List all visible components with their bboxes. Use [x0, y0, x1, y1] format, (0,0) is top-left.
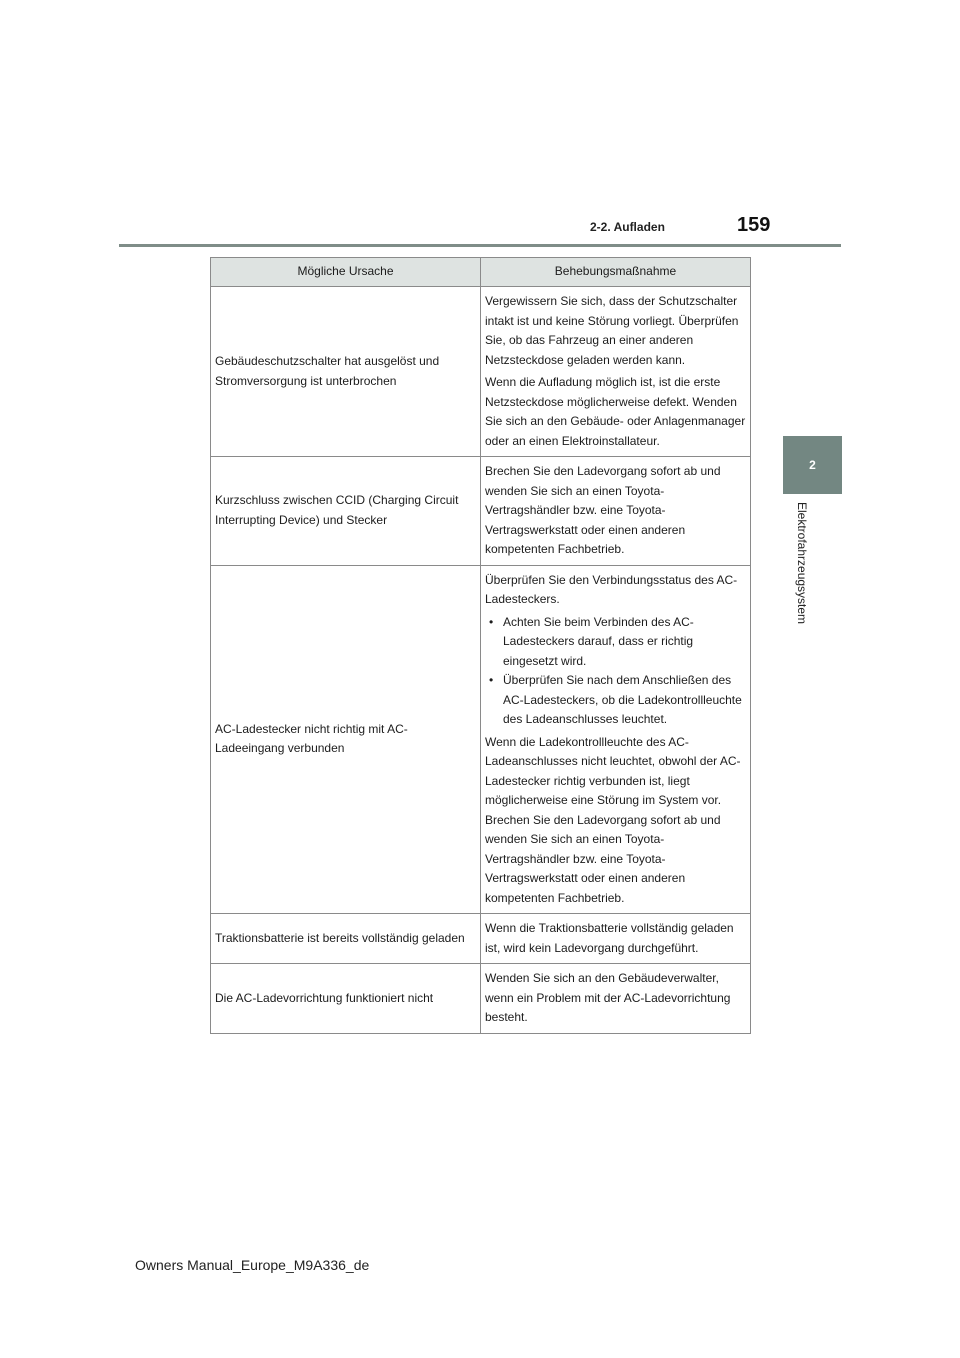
table-row	[211, 565, 751, 914]
cause-cell: AC-Ladestecker nicht richtig mit AC-Ladeeingang verbunden	[211, 565, 481, 914]
cause-cell: Gebäudeschutzschalter hat ausgelöst und Stromversorgung ist unterbrochen	[211, 287, 481, 457]
table-header-row	[211, 258, 751, 287]
troubleshooting-table	[210, 257, 751, 1034]
table-row	[211, 914, 751, 964]
remedy-bullet: • Überprüfen Sie nach dem Anschließen des AC-Ladesteckers, ob die Ladekontrollleuchte des Ladeanschlusses leuchtet.	[485, 671, 746, 730]
table-row	[211, 287, 751, 457]
column-header-cause: Mögliche Ursache	[211, 258, 481, 287]
remedy-paragraph: Brechen Sie den Ladevorgang sofort ab und wenden Sie sich an einen Toyota-Vertragshändler bzw. eine Toyota-Vertragswerkstatt oder einen anderen kompetenten Fachbetrieb.	[485, 464, 721, 556]
remedy-cell	[481, 964, 751, 1034]
remedy-bullet-list	[485, 613, 746, 730]
cause-cell: Kurzschluss zwischen CCID (Charging Circuit Interrupting Device) und Stecker	[211, 457, 481, 566]
remedy-paragraph: Wenn die Ladekontrollleuchte des AC-Ladeanschlusses nicht leuchtet, obwohl der AC-Ladestecker richtig verbunden ist, liegt möglicherweise eine Störung im System vor. Brechen Sie den Ladevorgang sofort ab und wenden Sie sich an einen Toyota-Vertragshändler bzw. eine Toyota-Vertragswerkstatt oder einen anderen kompetenten Fachbetrieb.	[485, 734, 741, 905]
remedy-paragraph: Wenn die Aufladung möglich ist, ist die erste Netzsteckdose möglicherweise defekt. Wenden Sie sich an den Gebäude- oder Anlagenmanager oder an einen Elektroinstallateur.	[485, 375, 746, 448]
remedy-paragraph: Wenden Sie sich an den Gebäudeverwalter, wenn ein Problem mit der AC-Ladevorrichtung besteht.	[485, 971, 731, 1024]
table-row	[211, 964, 751, 1034]
header-section-title: 2-2. Aufladen	[590, 220, 665, 234]
chapter-title: Elektrofahrzeugsystem	[795, 502, 809, 625]
footer-document-id: Owners Manual_Europe_M9A336_de	[135, 1257, 370, 1273]
remedy-paragraph: Überprüfen Sie den Verbindungsstatus des AC-Ladesteckers.	[485, 572, 738, 606]
remedy-paragraph: Vergewissern Sie sich, dass der Schutzschalter intakt ist und keine Störung vorliegt. Überprüfen Sie, ob das Fahrzeug an einer anderen Netzsteckdose geladen werden kann.	[485, 294, 739, 367]
header-rule	[119, 244, 841, 247]
page-number: 159	[737, 214, 771, 236]
remedy-bullet: • Achten Sie beim Verbinden des AC-Ladesteckers darauf, dass er richtig eingesetzt wird.	[485, 613, 746, 672]
remedy-cell	[481, 287, 751, 457]
remedy-cell	[481, 914, 751, 964]
column-header-remedy: Behebungsmaßnahme	[481, 258, 751, 287]
table-row	[211, 457, 751, 566]
chapter-tab: 2	[783, 436, 842, 494]
remedy-cell	[481, 565, 751, 914]
remedy-cell	[481, 457, 751, 566]
cause-cell: Die AC-Ladevorrichtung funktioniert nicht	[211, 964, 481, 1034]
remedy-paragraph: Wenn die Traktionsbatterie vollständig geladen ist, wird kein Ladevorgang durchgeführt.	[485, 921, 734, 955]
cause-cell: Traktionsbatterie ist bereits vollständig geladen	[211, 914, 481, 964]
